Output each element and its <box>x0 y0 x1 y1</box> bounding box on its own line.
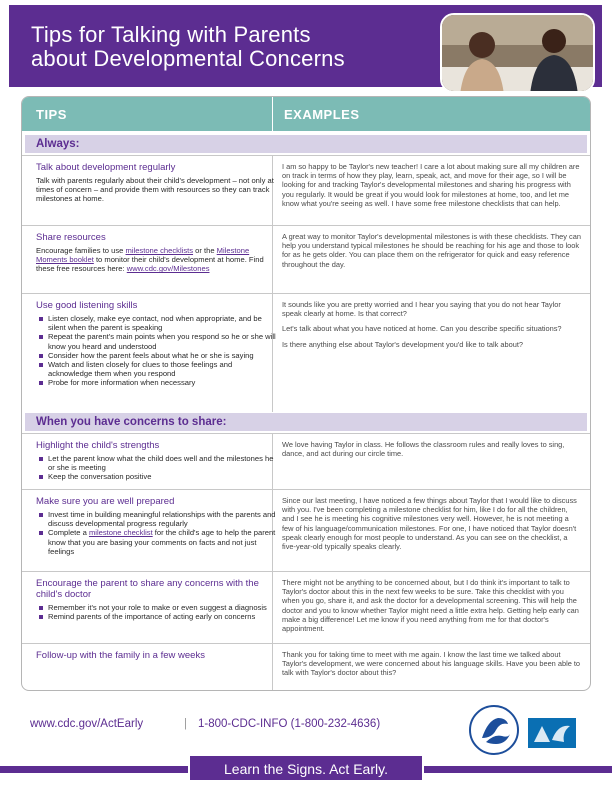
milestone-checklist-link[interactable]: milestone checklist <box>88 528 153 538</box>
footer-separator: | <box>184 718 187 730</box>
tip-cell <box>36 300 276 388</box>
tip-heading: Follow-up with the family in a few weeks <box>36 650 205 661</box>
example-text: It sounds like you are pretty worried and I hear you saying that you do not hear Taylor speak clearly at home. Is that correct? <box>282 300 561 319</box>
tip-bullet: Watch and listen closely for clues to those feelings and acknowledge them when you respond <box>36 360 276 378</box>
page-title <box>31 23 345 71</box>
tip-bullet-list <box>36 454 276 482</box>
tip-cell <box>36 162 276 204</box>
tip-bullet: Keep the conversation positive <box>36 472 276 481</box>
tip-bullet: Let the parent know what the child does well and the milestones he or she is meeting <box>36 454 276 472</box>
table-row <box>22 489 591 571</box>
example-cell <box>282 440 582 464</box>
tip-body-text: or the <box>193 246 217 255</box>
table-row <box>22 293 591 411</box>
example-text: Since our last meeting, I have noticed a few things about Taylor that I would like to discuss with you. I've been completing a milestone checklist for him, like I do for all the children, and I see he is meeting his cognitive milestones very well. However, he is not meeting a few of his language/communication milestones. For one, I have noticed that Taylor doesn't speak clearly enough for most people to understand. As you can see on the checklist, a five-year-old typically speaks clearly. <box>282 496 577 552</box>
tagline-badge: Learn the Signs. Act Early. <box>188 754 424 782</box>
example-text: There might not be anything to be concerned about, but I do think it's important to talk to Taylor's doctor about this in the next few weeks to be sure. Take this checklist with you when you go, share it, and ask the doctor for a developmental screening. This will help the doctor and you to know whether Taylor might need a little extra help. Getting help early can make a big difference! Let me know if you need anything from me for that doctor's appointment. <box>282 578 579 634</box>
cdc-milestones-link[interactable]: www.cdc.gov/Milestones <box>126 264 210 274</box>
tip-bullet: Repeat the parent's main points when you respond so he or she will know you heard and understood <box>36 332 276 350</box>
cdc-info-phone[interactable]: 1-800-CDC-INFO (1-800-232-4636) <box>198 718 381 730</box>
tip-bullet: Consider how the parent feels about what he or she is saying <box>36 351 276 360</box>
example-text: We love having Taylor in class. He follows the classroom rules and really loves to sing, dance, and act during our circle time. <box>282 440 565 459</box>
column-divider <box>272 97 273 131</box>
tip-bullet: Remind parents of the importance of acting early on concerns <box>36 612 276 621</box>
title-line-1: Tips for Talking with Parents <box>31 22 311 47</box>
tip-cell <box>36 232 276 274</box>
tip-body-text: Encourage families to use <box>36 246 126 255</box>
tip-heading: Use good listening skills <box>36 300 138 311</box>
tip-cell <box>36 650 276 664</box>
example-text: Let's talk about what you have noticed at home. Can you describe specific situations? <box>282 324 562 334</box>
act-early-link[interactable]: www.cdc.gov/ActEarly <box>30 718 144 730</box>
tip-bullet-text: for the child's age to help the parent know that you are basing your comments on facts and not just feelings <box>48 528 276 556</box>
tip-body-text: to monitor their child's development at home. Find these free resources here: <box>36 255 264 274</box>
tip-heading: Share resources <box>36 232 106 243</box>
tip-bullet-list <box>36 603 276 621</box>
example-text: Thank you for taking time to meet with me again. I know the last time we talked about Taylor's development, we were concerned about his language skills. Have you been able to talk with Taylor's doctor about this? <box>282 650 581 678</box>
example-cell <box>282 232 582 275</box>
section-always: Always: <box>25 135 587 153</box>
tip-bullet: Remember it's not your role to make or even suggest a diagnosis <box>36 603 276 612</box>
tip-cell <box>36 578 276 621</box>
example-text: Is there anything else about Taylor's development you'd like to talk about? <box>282 339 523 349</box>
cdc-logo-icon <box>528 718 576 748</box>
section-concerns: When you have concerns to share: <box>25 413 587 431</box>
tip-bullet <box>36 528 276 556</box>
example-text: I am so happy to be Taylor's new teacher! I care a lot about making sure all my children are on track in terms of how they play, learn, speak, act, and move for their age, so I will be looking for and tracking Taylor's developmental milestones and sharing his progress with you regularly. It would be great if you would look for milestones at home, too, and let me know what you're seeing as well. I have some free milestone checklists that can help. <box>282 162 580 208</box>
tip-heading: Highlight the child's strengths <box>36 440 160 451</box>
tip-body: Talk with parents regularly about their child's development – not only at times of concern – and provide them with resources so they can track milestones at home. <box>36 176 274 204</box>
example-text: A great way to monitor Taylor's developmental milestones is with these checklists. They can help you understand typical milestones he should be reaching for his age and those to look for as he gets older. You can place them on the refrigerator for quick and easy reference throughout the day. <box>282 232 581 269</box>
tip-bullet-text: Complete a <box>48 528 89 538</box>
milestone-checklists-link[interactable]: milestone checklists <box>125 246 194 255</box>
example-cell <box>282 300 582 355</box>
tip-bullet-list <box>36 314 276 388</box>
example-cell <box>282 162 582 214</box>
header-photo <box>440 13 595 93</box>
table-row <box>22 571 591 643</box>
footer <box>0 700 612 792</box>
table-row <box>22 643 591 691</box>
tip-bullet: Invest time in building meaningful relationships with the parents and discuss developmental progress regularly <box>36 510 276 528</box>
tip-body <box>36 246 276 274</box>
table-row <box>22 155 591 225</box>
table-row <box>22 225 591 293</box>
milestone-moments-link[interactable]: Milestone Moments booklet <box>36 246 250 265</box>
hhs-logo-icon <box>468 704 520 756</box>
examples-column-label: EXAMPLES <box>284 107 360 122</box>
tip-heading: Make sure you are well prepared <box>36 496 175 507</box>
title-line-2: about Developmental Concerns <box>31 46 345 71</box>
column-header <box>22 97 591 131</box>
tip-bullet-list <box>36 510 276 556</box>
tip-bullet: Listen closely, make eye contact, nod when appropriate, and be silent when the parent is speaking <box>36 314 276 332</box>
tip-heading: Encourage the parent to share any concerns with the child's doctor <box>36 578 259 600</box>
tip-bullet: Probe for more information when necessary <box>36 378 276 387</box>
tips-column-label: TIPS <box>36 107 67 122</box>
tips-table <box>21 96 591 691</box>
example-cell <box>282 650 582 684</box>
table-row <box>22 433 591 489</box>
tip-cell <box>36 496 276 556</box>
example-cell <box>282 496 582 557</box>
tip-heading: Talk about development regularly <box>36 162 176 173</box>
tip-cell <box>36 440 276 482</box>
example-cell <box>282 578 582 639</box>
